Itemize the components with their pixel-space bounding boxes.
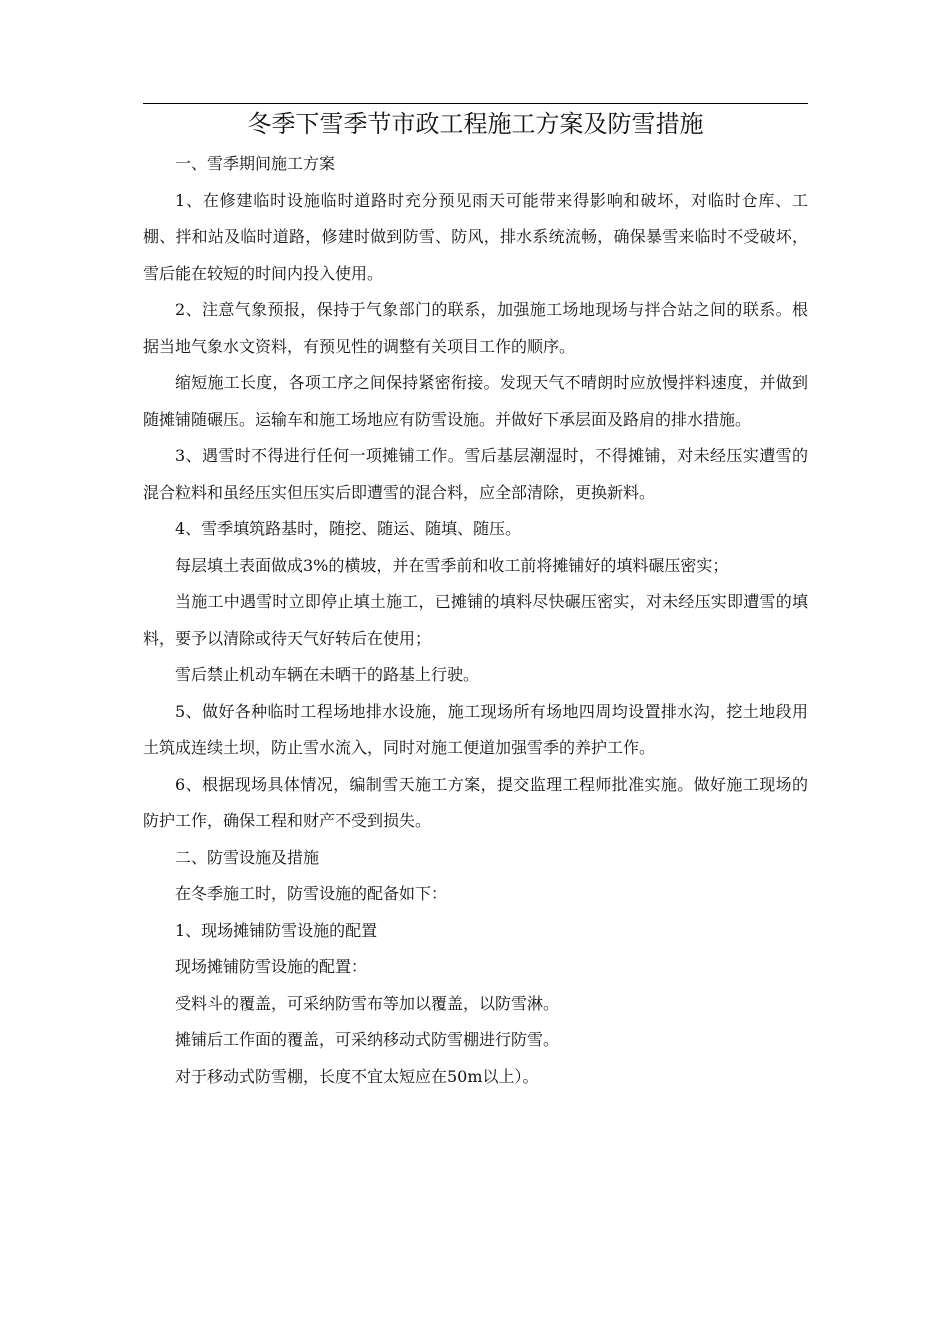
section-heading-2: 二、防雪设施及措施 xyxy=(175,847,320,867)
document-title: 冬季下雪季节市政工程施工方案及防雪措施 xyxy=(247,110,704,138)
paragraph-5: 4、雪季填筑路基时，随挖、随运、随填、随压。 xyxy=(175,519,522,538)
paragraph-9: 5、做好各种临时工程场地排水设施，施工现场所有场地四周均设置排水沟，挖土地段用土筑成连续土坝，防止雪水流入，同时对施工便道加强雪季的养护工作。 xyxy=(143,701,808,757)
document-body xyxy=(143,146,808,1095)
paragraph-1: 1、在修建临时设施临时道路时充分预见雨天可能带来得影响和破坏，对临时仓库、工棚、拌和站及临时道路，修建时做到防雪、防风，排水系统流畅，确保暴雪来临时不受破坏，雪后能在较短的时间内投入使用。 xyxy=(143,190,808,283)
paragraph-8: 雪后禁止机动车辆在未晒干的路基上行驶。 xyxy=(175,665,480,684)
paragraph-13: 现场摊铺防雪设施的配置： xyxy=(175,957,368,976)
paragraph-4: 3、遇雪时不得进行任何一项摊铺工作。雪后基层潮湿时，不得摊铺，对未经压实遭雪的混合粒料和虽经压实但压实后即遭雪的混合料，应全部清除，更换新料。 xyxy=(143,446,808,502)
paragraph-15: 摊铺后工作面的覆盖，可采纳移动式防雪棚进行防雪。 xyxy=(175,1030,560,1049)
section-heading-1: 一、雪季期间施工方案 xyxy=(175,154,336,173)
paragraph-12: 1、现场摊铺防雪设施的配置 xyxy=(175,920,378,940)
paragraph-11: 在冬季施工时，防雪设施的配备如下： xyxy=(175,884,448,903)
paragraph-2: 2、注意气象预报，保持于气象部门的联系，加强施工场地现场与拌合站之间的联系。根据当地气象水文资料，有预见性的调整有关项目工作的顺序。 xyxy=(143,300,808,356)
paragraph-10: 6、根据现场具体情况，编制雪天施工方案，提交监理工程师批准实施。做好施工现场的防护工作，确保工程和财产不受到损失。 xyxy=(143,774,808,830)
paragraph-6: 每层填土表面做成3%的横坡，并在雪季前和收工前将摊铺好的填料碾压密实； xyxy=(175,555,729,575)
paragraph-3: 缩短施工长度，各项工序之间保持紧密衔接。发现天气不晴朗时应放慢拌料速度，并做到随摊铺随碾压。运输车和施工场地应有防雪设施。并做好下承层面及路肩的排水措施。 xyxy=(143,373,808,429)
header-rule xyxy=(143,103,808,104)
paragraph-16: 对于移动式防雪棚，长度不宜太短应在50m以上）。 xyxy=(175,1066,539,1086)
paragraph-14: 受料斗的覆盖，可采纳防雪布等加以覆盖，以防雪淋。 xyxy=(175,993,560,1013)
paragraph-7: 当施工中遇雪时立即停止填土施工，已摊铺的填料尽快碾压密实，对未经压实即遭雪的填料，要予以清除或待天气好转后在使用； xyxy=(143,592,808,648)
